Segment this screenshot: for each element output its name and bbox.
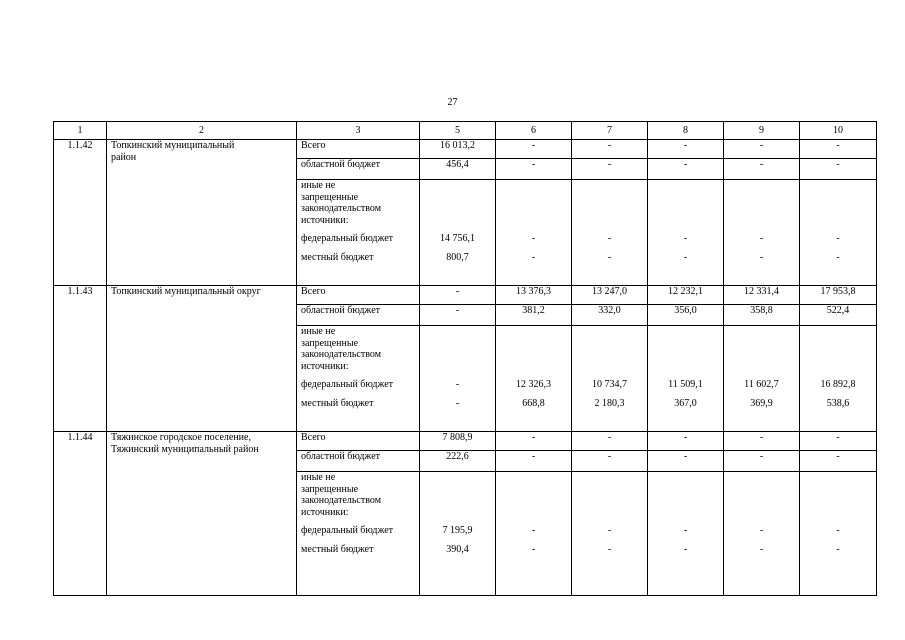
source-other-line: запрещенные bbox=[301, 337, 359, 349]
municipality-name-line: Тяжинский муниципальный район bbox=[111, 443, 259, 455]
spacer bbox=[500, 338, 567, 350]
value-cell bbox=[800, 472, 877, 596]
spacer bbox=[576, 472, 643, 484]
table-row-total bbox=[54, 140, 877, 159]
spacer bbox=[500, 349, 567, 361]
value-federal: - bbox=[759, 525, 764, 536]
value-cell: 16 013,2 bbox=[420, 140, 496, 159]
spacer bbox=[652, 180, 719, 192]
spacer bbox=[804, 338, 872, 350]
value-cell bbox=[800, 326, 877, 432]
value-cell: - bbox=[800, 451, 877, 472]
spacer bbox=[576, 361, 643, 373]
spacer bbox=[301, 226, 415, 233]
spacer bbox=[500, 192, 567, 204]
spacer bbox=[424, 472, 491, 484]
value-cell bbox=[724, 326, 800, 432]
value-local: - bbox=[531, 543, 536, 555]
value-local: 538,6 bbox=[826, 397, 850, 409]
header-cell: 9 bbox=[724, 122, 800, 140]
municipality-name-line: район bbox=[111, 151, 137, 163]
source-other-line: иные не bbox=[301, 180, 336, 191]
value-cell: - bbox=[648, 140, 724, 159]
spacer bbox=[576, 226, 643, 233]
spacer bbox=[652, 391, 719, 398]
spacer bbox=[652, 226, 719, 233]
spacer bbox=[728, 192, 795, 204]
value-cell: - bbox=[648, 451, 724, 472]
spacer bbox=[728, 361, 795, 373]
spacer bbox=[804, 245, 872, 252]
spacer bbox=[804, 226, 872, 233]
value-cell: 522,4 bbox=[800, 305, 877, 326]
spacer bbox=[576, 326, 643, 338]
spacer bbox=[652, 203, 719, 215]
spacer bbox=[424, 372, 491, 379]
value-local: - bbox=[531, 251, 536, 263]
source-other-line: источники: bbox=[301, 360, 349, 372]
municipality-name bbox=[107, 286, 297, 432]
row-number: 1.1.42 bbox=[54, 140, 107, 286]
value-local: 2 180,3 bbox=[594, 397, 625, 409]
value-cell: 356,0 bbox=[648, 305, 724, 326]
spacer bbox=[500, 372, 567, 379]
spacer bbox=[728, 518, 795, 525]
value-cell bbox=[724, 472, 800, 596]
spacer bbox=[576, 372, 643, 379]
value-federal: - bbox=[759, 233, 764, 244]
value-cell bbox=[648, 472, 724, 596]
value-local: - bbox=[607, 251, 612, 263]
value-cell: - bbox=[496, 451, 572, 472]
spacer bbox=[500, 215, 567, 227]
source-other bbox=[297, 326, 420, 432]
value-cell: - bbox=[572, 432, 648, 451]
value-cell: 13 247,0 bbox=[572, 286, 648, 305]
spacer bbox=[728, 338, 795, 350]
spacer bbox=[424, 226, 491, 233]
value-cell bbox=[496, 472, 572, 596]
value-cell: - bbox=[420, 305, 496, 326]
value-cell bbox=[572, 180, 648, 286]
value-cell: - bbox=[572, 451, 648, 472]
source-other bbox=[297, 472, 420, 596]
value-cell bbox=[496, 180, 572, 286]
table-row-total bbox=[54, 286, 877, 305]
source-total: Всего bbox=[297, 432, 420, 451]
header-cell: 6 bbox=[496, 122, 572, 140]
spacer bbox=[652, 349, 719, 361]
value-federal: 10 734,7 bbox=[592, 379, 627, 390]
spacer bbox=[728, 372, 795, 379]
page-number: 27 bbox=[447, 97, 458, 108]
spacer bbox=[424, 391, 491, 398]
value-local: - bbox=[759, 251, 764, 263]
spacer bbox=[576, 245, 643, 252]
source-local: местный бюджет bbox=[301, 543, 374, 555]
spacer bbox=[652, 245, 719, 252]
spacer bbox=[652, 472, 719, 484]
value-federal: - bbox=[836, 525, 840, 536]
municipality-name bbox=[107, 140, 297, 286]
header-cell: 3 bbox=[297, 122, 420, 140]
spacer bbox=[804, 484, 872, 496]
table-row-total bbox=[54, 432, 877, 451]
spacer bbox=[500, 495, 567, 507]
source-regional: областной бюджет bbox=[297, 451, 420, 472]
spacer bbox=[500, 226, 567, 233]
value-cell: - bbox=[724, 159, 800, 180]
value-cell bbox=[648, 180, 724, 286]
source-regional: областной бюджет bbox=[297, 305, 420, 326]
value-cell: 456,4 bbox=[420, 159, 496, 180]
spacer bbox=[301, 537, 415, 544]
spacer bbox=[424, 537, 491, 544]
spacer bbox=[804, 180, 872, 192]
value-cell: 17 953,8 bbox=[800, 286, 877, 305]
value-cell: - bbox=[420, 286, 496, 305]
spacer bbox=[500, 326, 567, 338]
source-other-line: иные не bbox=[301, 472, 336, 483]
value-federal: 7 195,9 bbox=[442, 525, 473, 536]
spacer bbox=[652, 338, 719, 350]
spacer bbox=[728, 226, 795, 233]
value-local: - bbox=[836, 251, 840, 263]
spacer bbox=[576, 203, 643, 215]
value-federal: - bbox=[531, 525, 536, 536]
value-cell bbox=[420, 180, 496, 286]
value-local: 369,9 bbox=[750, 397, 773, 409]
spacer bbox=[728, 391, 795, 398]
value-cell bbox=[648, 326, 724, 432]
header-cell: 5 bbox=[420, 122, 496, 140]
value-federal: - bbox=[455, 379, 460, 390]
value-cell: 222,6 bbox=[420, 451, 496, 472]
value-federal: - bbox=[607, 525, 612, 536]
spacer bbox=[652, 192, 719, 204]
source-federal: федеральный бюджет bbox=[301, 379, 394, 390]
header-cell: 2 bbox=[107, 122, 297, 140]
municipality-name-line: Тяжинское городское поселение, bbox=[111, 432, 251, 443]
municipality-name-line: Топкинский муниципальный bbox=[111, 140, 235, 151]
value-cell bbox=[420, 472, 496, 596]
spacer bbox=[424, 203, 491, 215]
value-local: 390,4 bbox=[446, 543, 469, 555]
source-total: Всего bbox=[297, 140, 420, 159]
spacer bbox=[804, 472, 872, 484]
value-cell: 7 808,9 bbox=[420, 432, 496, 451]
spacer bbox=[652, 484, 719, 496]
spacer bbox=[652, 372, 719, 379]
spacer bbox=[652, 507, 719, 519]
spacer bbox=[728, 537, 795, 544]
value-cell: - bbox=[496, 140, 572, 159]
value-federal: - bbox=[607, 233, 612, 244]
spacer bbox=[728, 180, 795, 192]
spacer bbox=[728, 215, 795, 227]
spacer bbox=[576, 192, 643, 204]
spacer bbox=[804, 391, 872, 398]
value-cell bbox=[572, 326, 648, 432]
header-cell: 8 bbox=[648, 122, 724, 140]
spacer bbox=[424, 349, 491, 361]
spacer bbox=[804, 192, 872, 204]
source-federal: федеральный бюджет bbox=[301, 233, 394, 244]
spacer bbox=[804, 326, 872, 338]
spacer bbox=[500, 537, 567, 544]
value-cell bbox=[724, 180, 800, 286]
spacer bbox=[576, 537, 643, 544]
value-local: 668,8 bbox=[522, 397, 545, 409]
spacer bbox=[728, 507, 795, 519]
value-cell: - bbox=[648, 159, 724, 180]
value-local: - bbox=[836, 543, 840, 555]
spacer bbox=[424, 518, 491, 525]
spacer bbox=[652, 215, 719, 227]
spacer bbox=[500, 518, 567, 525]
spacer bbox=[652, 518, 719, 525]
spacer bbox=[301, 372, 415, 379]
value-cell bbox=[800, 180, 877, 286]
source-other-line: законодательством bbox=[301, 349, 382, 360]
source-local: местный бюджет bbox=[301, 251, 374, 263]
spacer bbox=[500, 391, 567, 398]
spacer bbox=[804, 203, 872, 215]
spacer bbox=[424, 495, 491, 507]
row-number: 1.1.43 bbox=[54, 286, 107, 432]
spacer bbox=[728, 326, 795, 338]
spacer bbox=[728, 495, 795, 507]
spacer bbox=[301, 391, 415, 398]
spacer bbox=[576, 215, 643, 227]
value-cell: - bbox=[800, 432, 877, 451]
value-federal: 11 509,1 bbox=[668, 379, 703, 390]
spacer bbox=[804, 349, 872, 361]
spacer bbox=[804, 215, 872, 227]
source-regional: областной бюджет bbox=[297, 159, 420, 180]
spacer bbox=[424, 215, 491, 227]
spacer bbox=[576, 338, 643, 350]
budget-table bbox=[53, 121, 877, 596]
value-local: - bbox=[607, 543, 612, 555]
source-total: Всего bbox=[297, 286, 420, 305]
spacer bbox=[728, 349, 795, 361]
spacer bbox=[576, 349, 643, 361]
value-federal: - bbox=[683, 233, 688, 244]
spacer bbox=[424, 361, 491, 373]
spacer bbox=[301, 518, 415, 525]
spacer bbox=[804, 361, 872, 373]
spacer bbox=[576, 518, 643, 525]
spacer bbox=[424, 180, 491, 192]
header-cell: 10 bbox=[800, 122, 877, 140]
spacer bbox=[424, 338, 491, 350]
spacer bbox=[728, 203, 795, 215]
spacer bbox=[576, 484, 643, 496]
value-cell bbox=[420, 326, 496, 432]
value-cell: 13 376,3 bbox=[496, 286, 572, 305]
value-cell: 12 331,4 bbox=[724, 286, 800, 305]
source-other-line: запрещенные bbox=[301, 191, 359, 203]
spacer bbox=[576, 495, 643, 507]
value-cell: 381,2 bbox=[496, 305, 572, 326]
value-local: - bbox=[455, 397, 460, 409]
spacer bbox=[424, 245, 491, 252]
spacer bbox=[424, 507, 491, 519]
spacer bbox=[500, 361, 567, 373]
spacer bbox=[728, 484, 795, 496]
header-row bbox=[54, 122, 877, 140]
value-federal: - bbox=[531, 233, 536, 244]
municipality-name bbox=[107, 432, 297, 596]
spacer bbox=[652, 326, 719, 338]
value-cell: 358,8 bbox=[724, 305, 800, 326]
spacer bbox=[576, 507, 643, 519]
spacer bbox=[424, 484, 491, 496]
spacer bbox=[500, 484, 567, 496]
spacer bbox=[728, 472, 795, 484]
spacer bbox=[576, 391, 643, 398]
source-other-line: иные не bbox=[301, 326, 336, 337]
spacer bbox=[500, 507, 567, 519]
spacer bbox=[424, 326, 491, 338]
header-cell: 7 bbox=[572, 122, 648, 140]
value-cell: 12 232,1 bbox=[648, 286, 724, 305]
value-local: - bbox=[759, 543, 764, 555]
spacer bbox=[652, 495, 719, 507]
spacer bbox=[576, 180, 643, 192]
spacer bbox=[804, 372, 872, 379]
spacer bbox=[804, 507, 872, 519]
source-other-line: законодательством bbox=[301, 203, 382, 214]
value-federal: 16 892,8 bbox=[820, 379, 856, 390]
municipality-name-line: Топкинский муниципальный округ bbox=[111, 286, 261, 297]
value-cell: - bbox=[800, 140, 877, 159]
value-cell: - bbox=[496, 432, 572, 451]
row-number: 1.1.44 bbox=[54, 432, 107, 596]
source-other-line: запрещенные bbox=[301, 483, 359, 495]
spacer bbox=[652, 361, 719, 373]
value-cell: 332,0 bbox=[572, 305, 648, 326]
spacer bbox=[500, 245, 567, 252]
source-other-line: законодательством bbox=[301, 495, 382, 506]
value-federal: 12 326,3 bbox=[516, 379, 551, 390]
spacer bbox=[424, 192, 491, 204]
spacer bbox=[804, 537, 872, 544]
value-local: - bbox=[683, 543, 688, 555]
source-other-line: источники: bbox=[301, 506, 349, 518]
spacer bbox=[804, 495, 872, 507]
value-cell: - bbox=[724, 451, 800, 472]
spacer bbox=[804, 518, 872, 525]
value-cell: - bbox=[572, 140, 648, 159]
value-cell: - bbox=[724, 140, 800, 159]
spacer bbox=[728, 245, 795, 252]
spacer bbox=[500, 472, 567, 484]
value-cell: - bbox=[724, 432, 800, 451]
spacer bbox=[500, 180, 567, 192]
value-cell bbox=[496, 326, 572, 432]
source-local: местный бюджет bbox=[301, 397, 374, 409]
source-other-line: источники: bbox=[301, 214, 349, 226]
spacer bbox=[652, 537, 719, 544]
value-federal: 14 756,1 bbox=[440, 233, 475, 244]
value-local: 800,7 bbox=[446, 251, 469, 263]
value-local: 367,0 bbox=[674, 397, 697, 409]
source-other bbox=[297, 180, 420, 286]
spacer bbox=[301, 245, 415, 252]
value-cell bbox=[572, 472, 648, 596]
value-federal: - bbox=[683, 525, 688, 536]
value-cell: - bbox=[572, 159, 648, 180]
value-federal: - bbox=[836, 233, 840, 244]
value-federal: 11 602,7 bbox=[744, 379, 779, 390]
value-cell: - bbox=[800, 159, 877, 180]
value-local: - bbox=[683, 251, 688, 263]
header-cell: 1 bbox=[54, 122, 107, 140]
source-federal: федеральный бюджет bbox=[301, 525, 394, 536]
value-cell: - bbox=[496, 159, 572, 180]
spacer bbox=[500, 203, 567, 215]
value-cell: - bbox=[648, 432, 724, 451]
